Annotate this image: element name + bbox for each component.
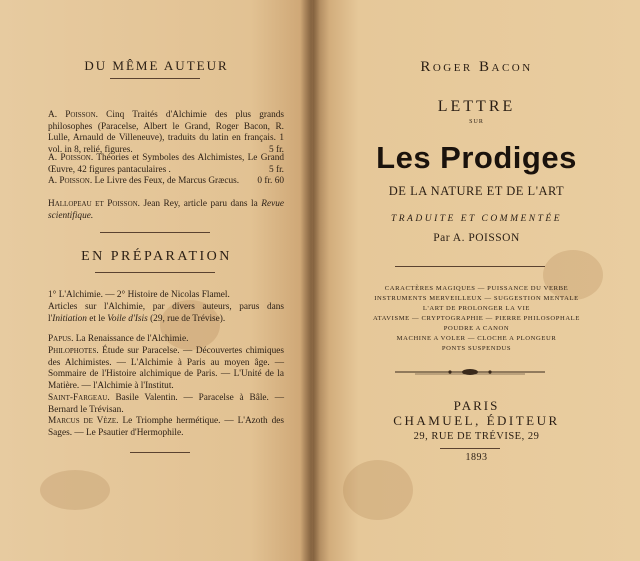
prep-text: 1° L'Alchimie. — 2° Histoire de Nicolas Flamel. [48,290,230,300]
ornament-rule [395,366,545,378]
prep-text-italic: Initiation [52,313,87,324]
paper-stain [343,460,413,520]
publisher-address: 29, RUE DE TRÉVISE, 29 [413,431,540,442]
year-rule [440,448,500,449]
topic-line: L'ART DE PROLONGER LA VIE [422,305,531,312]
paper-stain [40,470,110,510]
left-page [0,0,313,561]
work-author: A. Poisson. [48,176,93,186]
prep-text: Articles sur l'Alchimie, par divers auteurs, parus dans l' [48,302,284,324]
prep-text: Basile Valentin. — Paracelse à Bâle. — Bernard le Trévisan. [48,393,284,415]
du-meme-auteur-heading: DU MÊME AUTEUR [84,58,229,73]
work-price: 0 fr. 60 [257,176,284,186]
work-author: Hallopeau et Poisson. [48,199,140,209]
topic-line: ATAVISME — CRYPTOGRAPHIE — PIERRE PHILOSOPHALE [373,315,580,322]
work-entry [48,199,284,222]
prep-entry [48,346,284,392]
publication-city: PARIS [453,398,500,413]
author-name: Roger Bacon [420,59,533,75]
topic-line: CARACTÈRES MAGIQUES — PUISSANCE DU VERBE [384,285,569,292]
translator-line: Par A. POISSON [433,232,520,244]
heading-rule [110,78,200,79]
prep-text-italic: Voile d'Isis [107,313,148,324]
work-text: Jean Rey, article paru dans la [143,199,258,209]
publisher-name: CHAMUEL, ÉDITEUR [393,413,560,428]
prep-entry [48,302,284,325]
traduite-text: TRADUITE ET COMMENTÉE [390,214,563,224]
prep-author: Marcus de Vèze. [48,416,119,426]
work-text: Théories et Symboles des Alchimistes, Le Grand Œuvre, 42 figures pantaculaires . [48,153,285,175]
sur-text: SUR [469,119,484,125]
book-title: Les Prodiges [376,140,577,175]
prep-text: Le Triomphe hermétique. — L'Azoth des Sages. — Le Psautier d'Hermophile. [48,416,284,438]
work-price: 5 fr. [269,164,284,175]
publication-year: 1893 [465,452,488,463]
prep-text: Étude sur Paracelse. — Découvertes chimiques des Alchimistes. — L'Alchimie à Paris au moyen âge. — Sommaire de l'Histoire alchimique de Paris. — L'Unité de la Matière. — l'Alchimie à l'Institut. [48,346,284,391]
work-text-italic: Revue scientifique. [48,199,284,221]
work-text: Cinq Traités d'Alchimie des plus grands philosophes (Paracelse, Albert le Grand, Roger Bacon, R. Lulle, Arnauld de Villeneuve), traduits du latin en français. 1 vol. in 8, relié, figures. [48,110,284,155]
book-gutter [300,0,320,561]
divider-rule [395,266,545,267]
prep-author: Saint-Fargeau. [48,393,110,403]
topic-line: POUDRE A CANON [443,325,510,332]
lettre-heading: LETTRE [437,98,516,115]
right-page [313,0,640,561]
topic-line: MACHINE A VOLER — CLOCHE A PLONGEUR [396,335,557,342]
prep-text: et le [86,313,108,324]
book-subtitle: DE LA NATURE ET DE L'ART [388,184,565,198]
work-price: 5 fr. [269,144,284,155]
topic-line: PONTS SUSPENDUS [441,345,512,352]
topic-line: INSTRUMENTS MERVEILLEUX — SUGGESTION MENTALE [374,295,579,302]
prep-entry [48,334,284,346]
work-text: Le Livre des Feux, de Marcus Græcus. [94,176,240,186]
prep-text: (29, rue de Trévise). [147,313,226,324]
prep-text: La Renaissance de l'Alchimie. [75,334,189,344]
work-entry [48,110,284,156]
prep-entry [48,393,284,416]
section-rule [100,232,210,233]
prep-entry [48,416,284,439]
work-entry [48,153,284,176]
heading-rule [95,272,215,273]
prep-author: Philophotes. [48,346,99,356]
work-author: A. Poisson. [48,110,98,120]
prep-author: Papus. [48,334,74,344]
prep-entry [48,290,284,302]
closing-rule [130,452,190,453]
work-author: A. Poisson. [48,153,94,163]
en-preparation-heading: EN PRÉPARATION [81,249,232,264]
work-entry [48,176,284,188]
